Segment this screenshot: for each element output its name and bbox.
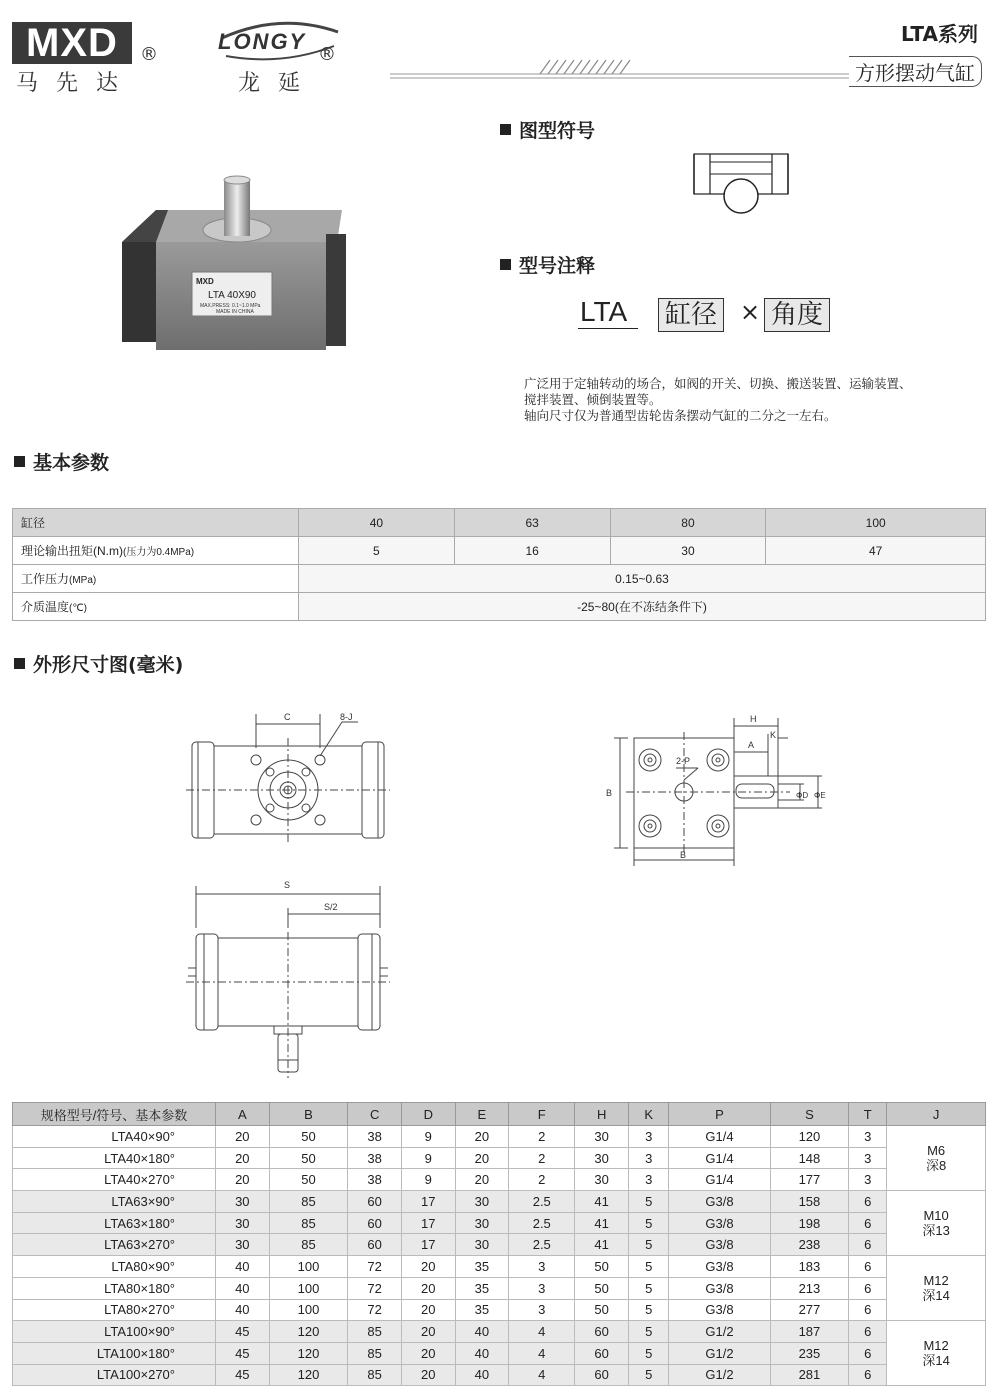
table-cell: 30	[575, 1126, 629, 1148]
basic-params-table	[12, 508, 986, 621]
table-cell: 6	[849, 1234, 887, 1256]
table-cell: 20	[401, 1299, 455, 1321]
table-cell: 6	[849, 1299, 887, 1321]
column-header: C	[348, 1103, 402, 1126]
column-header: E	[455, 1103, 509, 1126]
table-cell: 72	[348, 1256, 402, 1278]
table-row	[13, 1299, 986, 1321]
table-cell: 20	[401, 1364, 455, 1386]
param-label: 介质温度(℃)	[13, 593, 299, 621]
table-cell: 41	[575, 1212, 629, 1234]
table-cell: 177	[770, 1169, 849, 1191]
symbol-section-title: 图型符号	[500, 116, 595, 143]
thread-size: M10	[923, 1208, 949, 1224]
model-prefix: LTA	[580, 296, 628, 327]
param-value: 80	[610, 509, 766, 537]
thread-size: M12	[923, 1273, 949, 1289]
table-row	[13, 1169, 986, 1191]
table-row	[13, 1364, 986, 1386]
param-value: 0.15~0.63	[299, 565, 986, 593]
thread-spec-cell	[887, 1256, 986, 1321]
spec-cell: LTA40×270°	[13, 1169, 216, 1191]
spec-cell: LTA63×90°	[13, 1191, 216, 1213]
table-row	[13, 509, 986, 537]
table-cell: 100	[269, 1256, 348, 1278]
table-cell: G1/4	[669, 1169, 770, 1191]
table-cell: 198	[770, 1212, 849, 1234]
dimension-table	[12, 1102, 986, 1386]
table-cell: 2.5	[509, 1234, 575, 1256]
dim-label-h: H	[750, 714, 757, 724]
table-cell: 5	[628, 1299, 668, 1321]
basic-params-title: 基本参数	[14, 448, 109, 475]
table-row	[13, 1277, 986, 1299]
thread-spec-cell	[887, 1126, 986, 1191]
table-cell: G3/8	[669, 1277, 770, 1299]
table-cell: 20	[455, 1169, 509, 1191]
dim-label-k: K	[770, 730, 777, 740]
table-cell: 30	[455, 1191, 509, 1213]
spec-cell: LTA40×180°	[13, 1147, 216, 1169]
table-cell: G1/2	[669, 1342, 770, 1364]
product-photo	[112, 172, 352, 354]
table-row	[13, 593, 986, 621]
dim-label-c: C	[284, 712, 291, 722]
table-cell: 72	[348, 1277, 402, 1299]
table-cell: 2	[509, 1126, 575, 1148]
table-cell: G1/4	[669, 1147, 770, 1169]
param-value: -25~80(在不冻结条件下)	[299, 593, 986, 621]
table-cell: 85	[348, 1342, 402, 1364]
table-cell: G3/8	[669, 1299, 770, 1321]
table-cell: G1/2	[669, 1321, 770, 1343]
longy-chinese-name: 龙延	[238, 71, 319, 96]
table-cell: 50	[269, 1169, 348, 1191]
spec-cell: LTA100×180°	[13, 1342, 216, 1364]
column-header: H	[575, 1103, 629, 1126]
table-cell: 60	[348, 1234, 402, 1256]
table-cell: 50	[575, 1299, 629, 1321]
column-header: D	[401, 1103, 455, 1126]
param-value: 47	[766, 537, 986, 565]
table-cell: 30	[455, 1234, 509, 1256]
dim-label-a: A	[748, 740, 755, 750]
spec-cell: LTA100×270°	[13, 1364, 216, 1386]
table-cell: 6	[849, 1191, 887, 1213]
table-cell: 50	[575, 1277, 629, 1299]
longy-logo-text: LONGY	[218, 29, 307, 54]
table-cell: 20	[216, 1169, 270, 1191]
registered-mark: ®	[140, 44, 158, 65]
column-header: 规格型号/符号、基本参数	[13, 1103, 216, 1126]
table-cell: 6	[849, 1212, 887, 1234]
dim-label-d: ΦD	[796, 791, 809, 800]
thread-depth: 深8	[926, 1158, 947, 1174]
model-prefix-underline	[578, 328, 638, 329]
param-label: 缸径	[13, 509, 299, 537]
table-row	[13, 1234, 986, 1256]
table-cell: 60	[348, 1212, 402, 1234]
param-value: 30	[610, 537, 766, 565]
series-title: LTA系列	[900, 22, 978, 46]
table-cell: G3/8	[669, 1191, 770, 1213]
pneumatic-symbol	[688, 140, 794, 220]
param-label: 工作压力(MPa)	[13, 565, 299, 593]
table-cell: 4	[509, 1321, 575, 1343]
table-cell: 41	[575, 1234, 629, 1256]
column-header: S	[770, 1103, 849, 1126]
table-cell: 5	[628, 1212, 668, 1234]
thread-spec-cell	[887, 1321, 986, 1386]
table-cell: 2	[509, 1169, 575, 1191]
table-cell: 30	[575, 1147, 629, 1169]
param-value: 40	[299, 509, 455, 537]
table-cell: 85	[269, 1234, 348, 1256]
table-cell: 6	[849, 1364, 887, 1386]
spec-cell: LTA80×90°	[13, 1256, 216, 1278]
table-cell: 4	[509, 1342, 575, 1364]
table-cell: 183	[770, 1256, 849, 1278]
param-label: 理论输出扭矩(N.m)(压力为0.4MPa)	[13, 537, 299, 565]
table-cell: 20	[455, 1126, 509, 1148]
table-cell: 5	[628, 1191, 668, 1213]
table-cell: 158	[770, 1191, 849, 1213]
table-row	[13, 1126, 986, 1148]
table-cell: 6	[849, 1321, 887, 1343]
table-cell: 100	[269, 1299, 348, 1321]
table-cell: 30	[455, 1212, 509, 1234]
table-cell: 85	[269, 1212, 348, 1234]
table-cell: 5	[628, 1342, 668, 1364]
table-header-row	[13, 1103, 986, 1126]
table-cell: 3	[849, 1147, 887, 1169]
table-cell: 9	[401, 1169, 455, 1191]
table-cell: 50	[575, 1256, 629, 1278]
table-cell: 20	[401, 1256, 455, 1278]
table-cell: 85	[348, 1321, 402, 1343]
table-cell: 120	[269, 1364, 348, 1386]
table-cell: 6	[849, 1277, 887, 1299]
table-cell: 20	[455, 1147, 509, 1169]
bore-box: 缸径	[658, 298, 724, 332]
table-cell: 38	[348, 1169, 402, 1191]
model-section-title: 型号注释	[500, 251, 595, 278]
photo-label-brand: MXD	[196, 277, 214, 286]
column-header: P	[669, 1103, 770, 1126]
table-cell: 85	[348, 1364, 402, 1386]
table-cell: 35	[455, 1256, 509, 1278]
spec-cell: LTA80×180°	[13, 1277, 216, 1299]
table-cell: 148	[770, 1147, 849, 1169]
dimension-section-title: 外形尺寸图(毫米)	[14, 650, 183, 677]
thread-depth: 深13	[922, 1223, 950, 1239]
description-line: 轴向尺寸仅为普通型齿轮齿条摆动气缸的二分之一左右。	[524, 408, 837, 423]
table-row	[13, 565, 986, 593]
table-cell: 3	[628, 1169, 668, 1191]
table-cell: 238	[770, 1234, 849, 1256]
thread-depth: 深14	[922, 1288, 950, 1304]
table-row	[13, 1321, 986, 1343]
table-cell: 50	[269, 1147, 348, 1169]
table-cell: 35	[455, 1299, 509, 1321]
thread-size: M6	[927, 1143, 946, 1159]
table-cell: 3	[509, 1277, 575, 1299]
column-header: J	[887, 1103, 986, 1126]
column-header: B	[269, 1103, 348, 1126]
table-cell: 60	[575, 1321, 629, 1343]
description-line: 搅拌装置、倾倒装置等。	[524, 392, 662, 407]
spec-cell: LTA100×90°	[13, 1321, 216, 1343]
table-row	[13, 1212, 986, 1234]
table-cell: 281	[770, 1364, 849, 1386]
table-cell: G3/8	[669, 1234, 770, 1256]
spec-cell: LTA63×180°	[13, 1212, 216, 1234]
table-cell: 45	[216, 1321, 270, 1343]
table-cell: 5	[628, 1256, 668, 1278]
registered-mark-2: ®	[318, 44, 336, 65]
table-cell: 40	[216, 1277, 270, 1299]
table-cell: 45	[216, 1364, 270, 1386]
dim-label-s: S	[284, 880, 291, 890]
table-cell: 38	[348, 1126, 402, 1148]
table-cell: 5	[628, 1234, 668, 1256]
table-cell: 6	[849, 1342, 887, 1364]
table-cell: 20	[401, 1342, 455, 1364]
table-cell: 3	[628, 1126, 668, 1148]
table-cell: 40	[455, 1321, 509, 1343]
spec-cell: LTA80×270°	[13, 1299, 216, 1321]
column-header: T	[849, 1103, 887, 1126]
thread-depth: 深14	[922, 1353, 950, 1369]
spec-cell: LTA40×90°	[13, 1126, 216, 1148]
table-cell: 60	[575, 1364, 629, 1386]
series-subtitle: 方形摆动气缸	[849, 56, 982, 87]
mxd-chinese-name: 马先达	[16, 71, 137, 96]
column-header: A	[216, 1103, 270, 1126]
spec-cell: LTA63×270°	[13, 1234, 216, 1256]
column-header: K	[628, 1103, 668, 1126]
photo-label-model: LTA 40X90	[208, 290, 256, 301]
dim-label-s-half: S/2	[324, 902, 338, 912]
table-cell: 20	[216, 1147, 270, 1169]
table-cell: 235	[770, 1342, 849, 1364]
table-cell: 9	[401, 1147, 455, 1169]
table-cell: 20	[401, 1277, 455, 1299]
table-cell: 187	[770, 1321, 849, 1343]
front-view-drawing	[186, 708, 396, 848]
table-row	[13, 537, 986, 565]
thread-spec-cell	[887, 1191, 986, 1256]
table-cell: 277	[770, 1299, 849, 1321]
dim-label-b-bottom: B	[680, 850, 687, 860]
table-row	[13, 1256, 986, 1278]
table-cell: 72	[348, 1299, 402, 1321]
param-value: 63	[454, 509, 610, 537]
table-row	[13, 1191, 986, 1213]
table-cell: G3/8	[669, 1212, 770, 1234]
mxd-logo: MXD	[12, 22, 132, 64]
table-row	[13, 1147, 986, 1169]
table-cell: 50	[269, 1126, 348, 1148]
table-cell: 5	[628, 1364, 668, 1386]
top-view-drawing	[186, 872, 396, 1084]
table-cell: 40	[455, 1342, 509, 1364]
table-cell: 2.5	[509, 1212, 575, 1234]
dim-label-j: 8-J	[340, 712, 353, 722]
table-cell: 35	[455, 1277, 509, 1299]
dim-label-b-side: B	[606, 788, 613, 798]
table-cell: 2	[509, 1147, 575, 1169]
column-header: F	[509, 1103, 575, 1126]
table-cell: 40	[216, 1256, 270, 1278]
param-value: 100	[766, 509, 986, 537]
angle-box: 角度	[764, 298, 830, 332]
table-cell: 120	[770, 1126, 849, 1148]
photo-label-press: MAX.PRESS: 0.1~1.0 MPa	[200, 303, 261, 309]
table-cell: 3	[849, 1126, 887, 1148]
table-cell: 41	[575, 1191, 629, 1213]
table-cell: 20	[216, 1126, 270, 1148]
table-cell: 4	[509, 1364, 575, 1386]
table-cell: G3/8	[669, 1256, 770, 1278]
table-row	[13, 1342, 986, 1364]
table-cell: 40	[455, 1364, 509, 1386]
table-cell: 60	[575, 1342, 629, 1364]
product-description	[524, 376, 974, 424]
dim-label-e: ΦE	[814, 791, 826, 800]
table-cell: 6	[849, 1256, 887, 1278]
table-cell: 120	[269, 1321, 348, 1343]
table-cell: 120	[269, 1342, 348, 1364]
param-value: 16	[454, 537, 610, 565]
table-cell: 17	[401, 1191, 455, 1213]
table-cell: 30	[216, 1191, 270, 1213]
side-view-drawing	[600, 708, 836, 872]
table-cell: 30	[216, 1234, 270, 1256]
times-sign: ×	[740, 298, 761, 326]
photo-label-made: MADE IN CHINA	[216, 309, 254, 315]
table-cell: 3	[849, 1169, 887, 1191]
table-cell: 45	[216, 1342, 270, 1364]
description-line: 广泛用于定轴转动的场合，如阀的开关、切换、搬送装置、运输装置、	[524, 376, 912, 391]
table-cell: 213	[770, 1277, 849, 1299]
table-cell: 5	[628, 1277, 668, 1299]
thread-size: M12	[923, 1338, 949, 1354]
table-cell: 40	[216, 1299, 270, 1321]
table-cell: 30	[216, 1212, 270, 1234]
table-cell: 3	[509, 1299, 575, 1321]
table-cell: 60	[348, 1191, 402, 1213]
table-cell: 30	[575, 1169, 629, 1191]
table-cell: 100	[269, 1277, 348, 1299]
table-cell: 38	[348, 1147, 402, 1169]
table-cell: 3	[509, 1256, 575, 1278]
table-cell: 3	[628, 1147, 668, 1169]
table-cell: 9	[401, 1126, 455, 1148]
table-cell: 17	[401, 1212, 455, 1234]
table-cell: 2.5	[509, 1191, 575, 1213]
table-cell: 17	[401, 1234, 455, 1256]
table-cell: G1/4	[669, 1126, 770, 1148]
dim-label-p: 2-P	[676, 756, 691, 766]
param-value: 5	[299, 537, 455, 565]
table-cell: G1/2	[669, 1364, 770, 1386]
table-cell: 85	[269, 1191, 348, 1213]
table-cell: 20	[401, 1321, 455, 1343]
table-cell: 5	[628, 1321, 668, 1343]
